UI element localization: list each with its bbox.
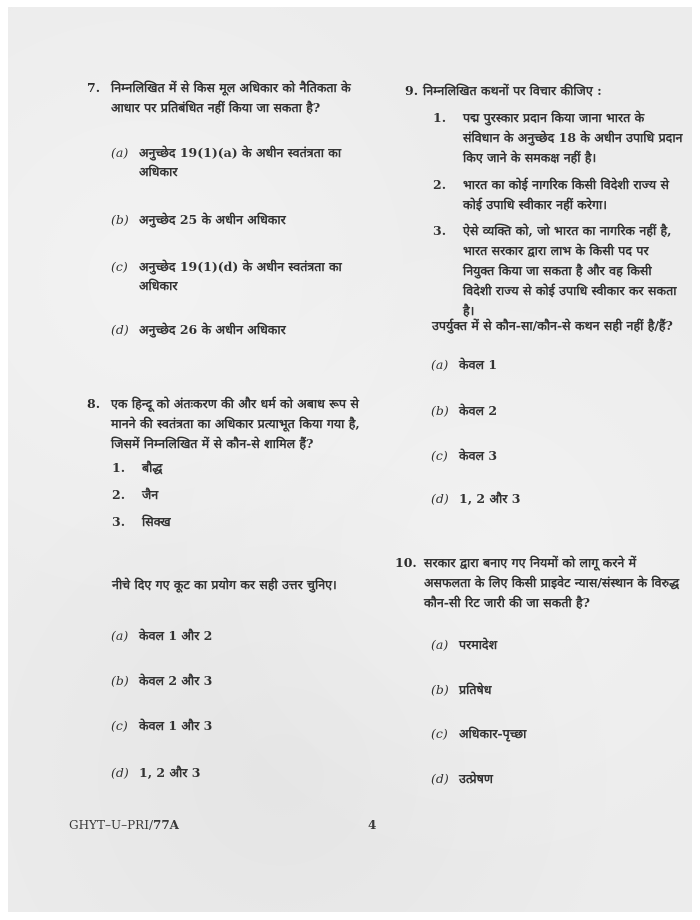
option-label: (c) — [111, 718, 128, 733]
option-text: केवल 2 और 3 — [139, 673, 213, 688]
q9-statement-3 — [433, 221, 683, 321]
option-label: (d) — [111, 765, 129, 780]
option-label: (c) — [111, 259, 128, 274]
option-label: (d) — [431, 491, 449, 506]
q9-option-d[interactable] — [431, 489, 671, 508]
q7-option-b[interactable] — [111, 210, 363, 229]
option-text: अधिकार-पृच्छा — [459, 726, 527, 741]
option-label: (d) — [431, 771, 449, 786]
question-text: निम्नलिखित में से किस मूल अधिकार को नैतिकता के आधार पर प्रतिबंधित नहीं किया जा सकता है? — [111, 80, 351, 115]
question-8 — [87, 394, 369, 454]
q10-option-a[interactable] — [431, 635, 671, 654]
page-number: 4 — [368, 818, 377, 832]
q7-option-d[interactable] — [111, 320, 363, 339]
question-number: 10. — [395, 555, 417, 570]
option-label: (b) — [431, 682, 449, 697]
q8-statement-1 — [112, 458, 362, 478]
statement-text: सिक्ख — [142, 514, 171, 529]
footer-code-prefix: GHYT–U–PRI/ — [69, 818, 153, 832]
option-label: (c) — [431, 726, 448, 741]
q8-statement-2 — [112, 485, 362, 505]
option-label: (a) — [431, 357, 449, 372]
question-text: एक हिन्दू को अंतःकरण की और धर्म को अबाध रूप से मानने की स्वतंत्रता का अधिकार प्रत्याभूत किया गया है, जिसमें निम्नलिखित में से कौन-से शामिल हैं? — [111, 396, 360, 451]
option-text: केवल 1 — [459, 357, 498, 372]
q8-option-d[interactable] — [111, 763, 363, 782]
statement-text: भारत का कोई नागरिक किसी विदेशी राज्य से कोई उपाधि स्वीकार नहीं करेगा। — [463, 177, 669, 212]
option-text: केवल 1 और 2 — [139, 628, 213, 643]
q8-option-a[interactable] — [111, 626, 363, 645]
option-text: केवल 3 — [459, 448, 498, 463]
option-label: (a) — [431, 637, 449, 652]
q9-option-c[interactable] — [431, 446, 671, 465]
q8-instruction: नीचे दिए गए कूट का प्रयोग कर सही उत्तर चुनिए। — [112, 577, 337, 592]
q7-option-a[interactable] — [111, 143, 363, 181]
question-10 — [395, 553, 681, 613]
q8-statement-3 — [112, 512, 362, 532]
q10-option-c[interactable] — [431, 724, 671, 743]
option-text: उत्प्रेषण — [459, 771, 493, 786]
statement-text: ऐसे व्यक्ति को, जो भारत का नागरिक नहीं है, भारत सरकार द्वारा लाभ के किसी पद पर नियुक्त किया जा सकता है और वह किसी विदेशी राज्य से कोई उपाधि स्वीकार कर सकता है। — [463, 223, 677, 318]
question-text: सरकार द्वारा बनाए गए नियमों को लागू करने में असफलता के लिए किसी प्राइवेट न्यास/संस्थान के विरुद्ध कौन-सी रिट जारी की जा सकती है? — [424, 555, 680, 610]
statement-text: बौद्ध — [142, 460, 163, 475]
q9-instruction: उपर्युक्त में से कौन-सा/कौन-से कथन सही नहीं है/हैं? — [432, 318, 673, 333]
footer-code — [69, 818, 179, 832]
statement-text: पद्म पुरस्कार प्रदान किया जाना भारत के संविधान के अनुच्छेद 18 के अधीन उपाधि प्रदान किए जाने के समकक्ष नहीं है। — [463, 110, 683, 165]
option-text: परमादेश — [459, 637, 498, 652]
statement-number: 2. — [433, 177, 447, 192]
option-text: अनुच्छेद 19(1)(a) के अधीन स्वतंत्रता का अधिकार — [139, 145, 342, 179]
option-label: (b) — [431, 403, 449, 418]
footer-code-suffix: 77A — [152, 818, 179, 832]
q9-option-b[interactable] — [431, 401, 671, 420]
option-label: (c) — [431, 448, 448, 463]
statement-number: 1. — [433, 110, 447, 125]
option-label: (a) — [111, 145, 129, 160]
q8-option-c[interactable] — [111, 716, 363, 735]
option-text: अनुच्छेद 26 के अधीन अधिकार — [139, 322, 286, 337]
question-number: 9. — [405, 83, 419, 98]
statement-number: 3. — [112, 514, 126, 529]
option-label: (b) — [111, 673, 129, 688]
q9-statement-1 — [433, 108, 683, 168]
question-number: 7. — [87, 80, 101, 95]
option-label: (b) — [111, 212, 129, 227]
option-label: (d) — [111, 322, 129, 337]
q9-option-a[interactable] — [431, 355, 671, 374]
option-text: अनुच्छेद 25 के अधीन अधिकार — [139, 212, 286, 227]
q10-option-d[interactable] — [431, 769, 671, 788]
question-7 — [87, 78, 369, 118]
option-text: केवल 2 — [459, 403, 498, 418]
q9-statement-2 — [433, 175, 683, 215]
exam-page — [8, 7, 692, 912]
statement-number: 1. — [112, 460, 126, 475]
q7-option-c[interactable] — [111, 257, 363, 295]
option-text: अनुच्छेद 19(1)(d) के अधीन स्वतंत्रता का अधिकार — [139, 259, 342, 293]
q8-option-b[interactable] — [111, 671, 363, 690]
option-text: केवल 1 और 3 — [139, 718, 213, 733]
option-text: 1, 2 और 3 — [459, 491, 521, 506]
statement-number: 3. — [433, 223, 447, 238]
q10-option-b[interactable] — [431, 680, 671, 699]
option-text: प्रतिषेध — [459, 682, 492, 697]
question-text: निम्नलिखित कथनों पर विचार कीजिए : — [423, 83, 602, 98]
option-label: (a) — [111, 628, 129, 643]
question-9 — [405, 81, 675, 101]
question-number: 8. — [87, 396, 101, 411]
statement-text: जैन — [142, 487, 159, 502]
statement-number: 2. — [112, 487, 126, 502]
option-text: 1, 2 और 3 — [139, 765, 201, 780]
